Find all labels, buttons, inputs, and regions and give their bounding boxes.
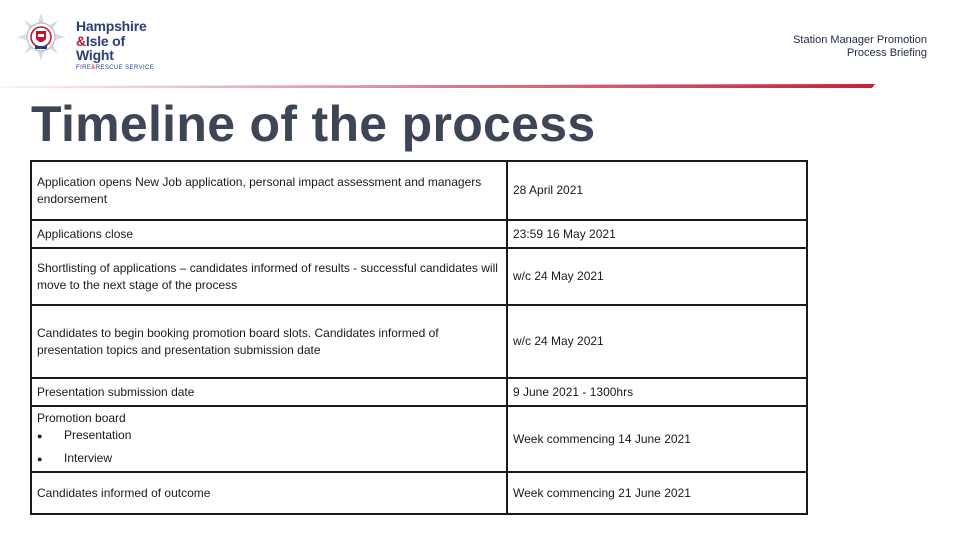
table-row — [31, 378, 807, 406]
event-cell: Candidates to begin booking promotion board slots. Candidates informed of presentation topics and presentation submission date — [31, 305, 507, 378]
presentation-subtitle — [793, 34, 927, 60]
event-cell: Application opens New Job application, personal impact assessment and managers endorsement — [31, 161, 507, 220]
logo-isle-of-wight-text: Isle of Wight — [76, 33, 125, 63]
promotion-board-label: Promotion board — [37, 411, 126, 425]
logo-fire-text: FIRE — [76, 65, 92, 71]
table-row — [31, 406, 807, 472]
logo-service-ampersand: & — [91, 65, 96, 71]
list-item — [37, 427, 501, 445]
bullet-icon: ● — [37, 454, 43, 464]
date-cell: w/c 24 May 2021 — [507, 248, 807, 305]
table-row — [31, 248, 807, 305]
table-row — [31, 161, 807, 220]
logo-line-hampshire: Hampshire — [76, 18, 147, 34]
date-cell: 28 April 2021 — [507, 161, 807, 220]
event-cell: Shortlisting of applications – candidates informed of results - successful candidates will move to the next stage of the process — [31, 248, 507, 305]
subtitle-line-1: Station Manager Promotion — [793, 34, 927, 46]
bullet-icon: ● — [37, 431, 43, 441]
date-cell: 23:59 16 May 2021 — [507, 220, 807, 248]
table-row — [31, 305, 807, 378]
list-item-label: Interview — [64, 451, 113, 465]
date-cell: w/c 24 May 2021 — [507, 305, 807, 378]
logo-wordmark — [76, 19, 166, 71]
table-row — [31, 220, 807, 248]
hampshire-iow-fire-logo — [16, 12, 166, 71]
fire-service-crest-icon — [16, 12, 66, 62]
event-cell: Applications close — [31, 220, 507, 248]
event-cell — [31, 406, 507, 472]
date-cell: Week commencing 21 June 2021 — [507, 472, 807, 514]
list-item — [37, 450, 501, 468]
date-cell: Week commencing 14 June 2021 — [507, 406, 807, 472]
logo-line-isle-of-wight — [76, 34, 166, 62]
event-cell: Candidates informed of outcome — [31, 472, 507, 514]
date-cell: 9 June 2021 - 1300hrs — [507, 378, 807, 406]
table-row — [31, 472, 807, 514]
event-cell: Presentation submission date — [31, 378, 507, 406]
list-item-label: Presentation — [64, 428, 132, 442]
promotion-board-items — [37, 427, 501, 468]
logo-line-service — [76, 65, 166, 71]
page-title: Timeline of the process — [31, 96, 596, 152]
header-divider — [0, 81, 875, 89]
timeline-table — [30, 160, 808, 515]
subtitle-line-2: Process Briefing — [846, 47, 927, 59]
logo-ampersand: & — [76, 33, 86, 49]
logo-rescue-text: RESCUE SERVICE — [95, 65, 155, 71]
